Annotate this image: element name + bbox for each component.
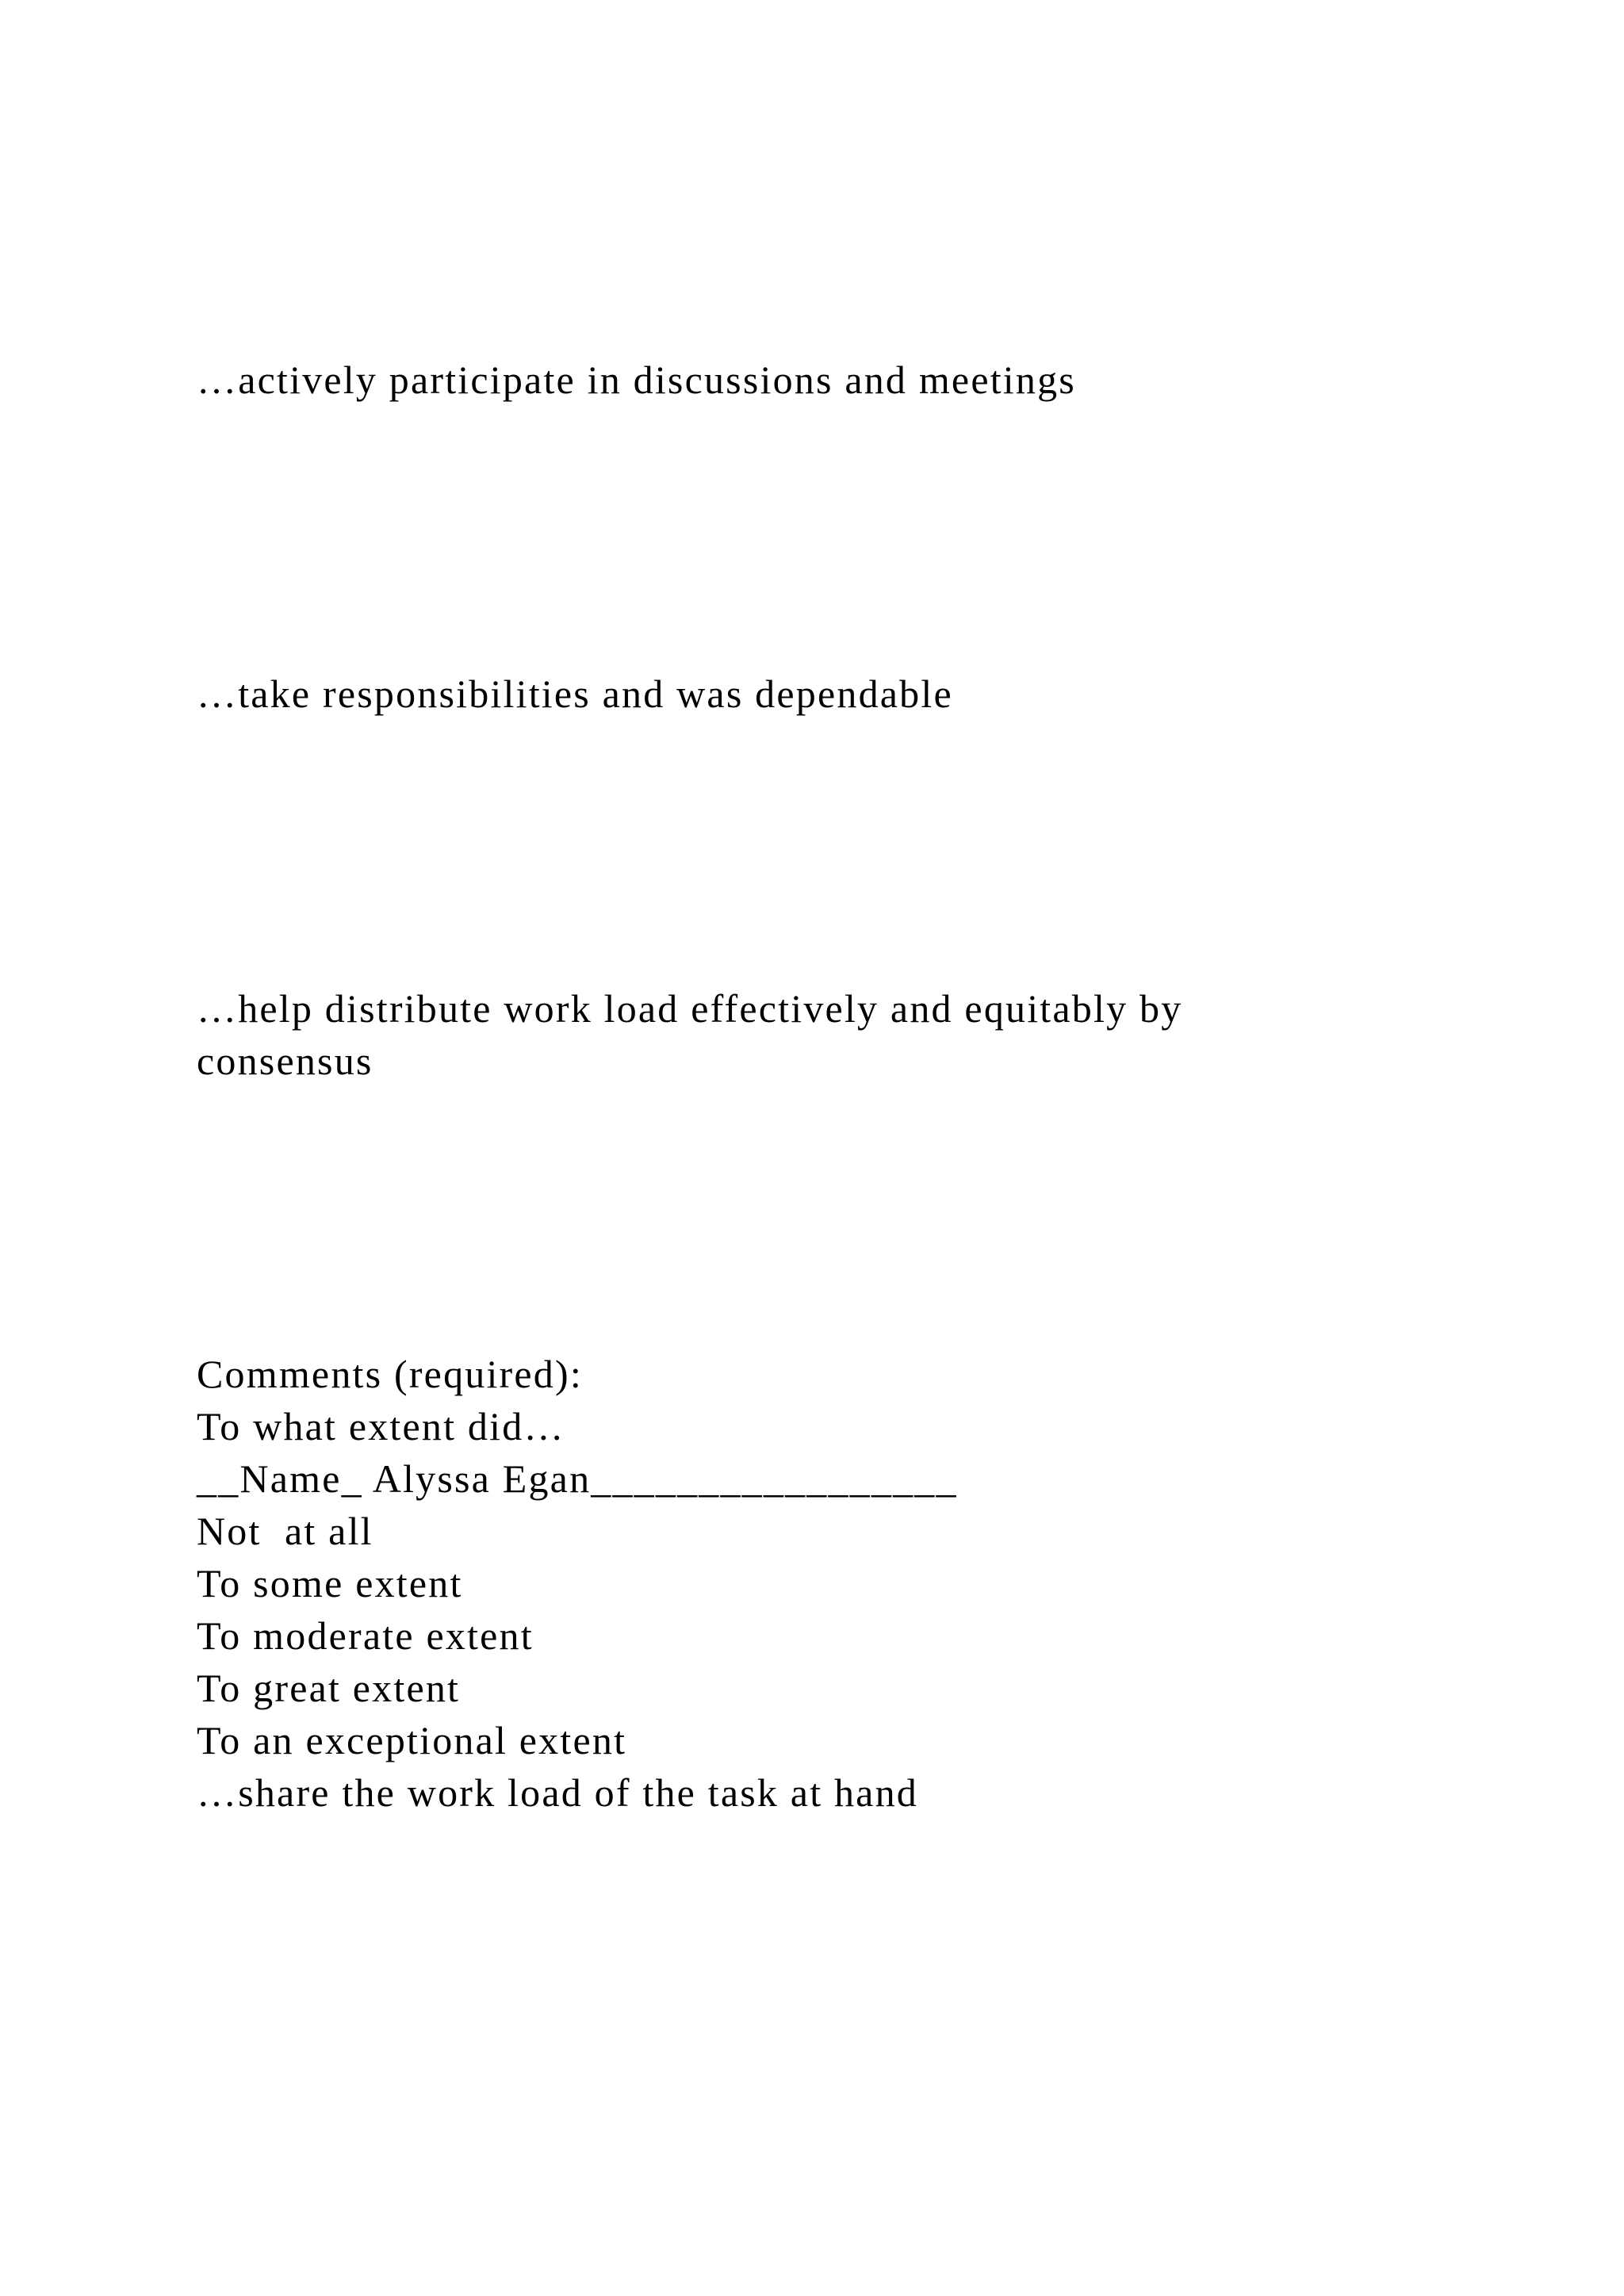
prompt-distribute-workload: …help distribute work load effectively and equitably by bbox=[197, 986, 1183, 1031]
scale-option-moderate-extent: To moderate extent bbox=[197, 1613, 534, 1658]
prompt-responsibility: …take responsibilities and was dependable bbox=[197, 672, 953, 716]
scale-option-exceptional-extent: To an exceptional extent bbox=[197, 1718, 627, 1762]
prompt-distribute-workload-continued: consensus bbox=[197, 1039, 373, 1083]
scale-option-not-at-all: Not at all bbox=[197, 1509, 373, 1553]
scale-option-great-extent: To great extent bbox=[197, 1666, 461, 1710]
question-stem: To what extent did… bbox=[197, 1404, 565, 1448]
name-line: __Name_ Alyssa Egan_________________ bbox=[197, 1456, 958, 1501]
scale-option-some-extent: To some extent bbox=[197, 1561, 463, 1605]
comments-label: Comments (required): bbox=[197, 1352, 583, 1396]
rating-section bbox=[197, 1348, 958, 1819]
prompt-participation: …actively participate in discussions and meetings bbox=[197, 358, 1076, 402]
prompt-share-workload: …share the work load of the task at hand bbox=[197, 1770, 918, 1815]
